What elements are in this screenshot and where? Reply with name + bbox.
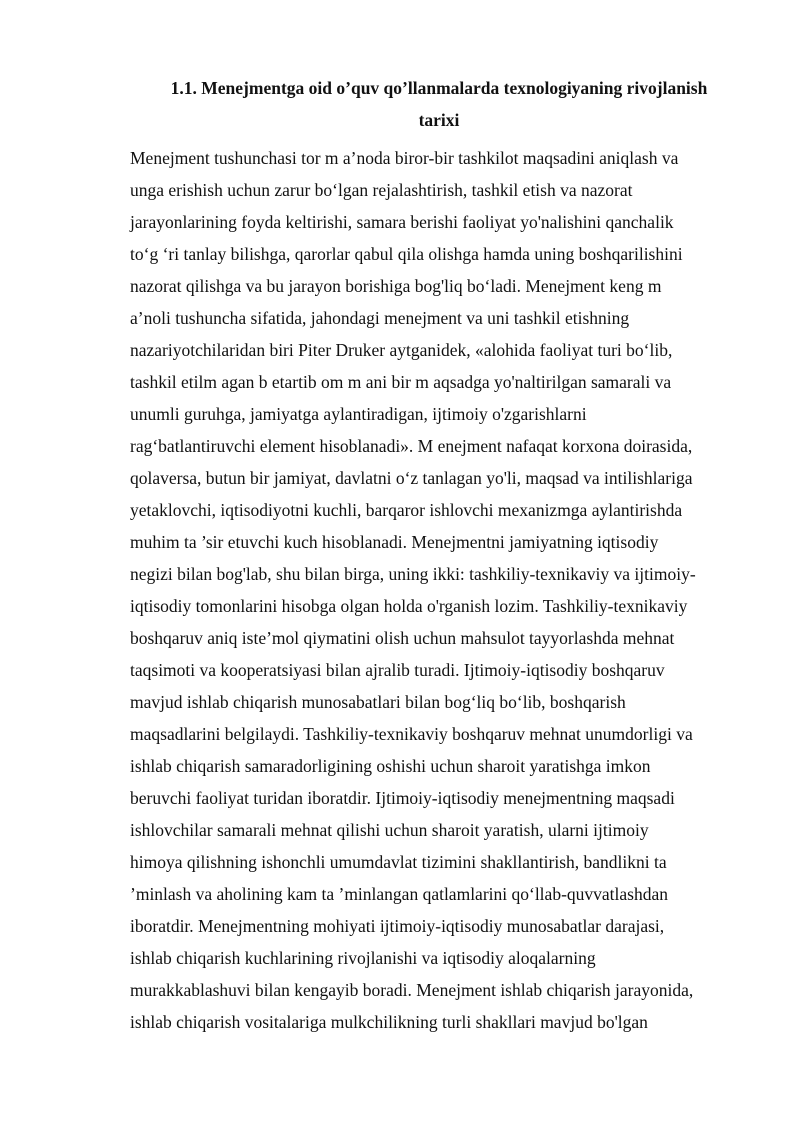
text-line: murakkablashuvi bilan kengayib boradi. Menejment ishlab chiqarish jarayonida, bbox=[130, 980, 694, 1000]
text-line: negizi bilan bog'lab, shu bilan birga, uning ikki: tashkiliy-texnikaviy va ijtimoiy- bbox=[130, 564, 696, 584]
text-line: qolaversa, butun bir jamiyat, davlatni oʻz tanlagan yo'li, maqsad va intilishlariga bbox=[130, 468, 693, 488]
text-line: maqsadlarini belgilaydi. Tashkiliy-texnikaviy boshqaruv mehnat unumdorligi va bbox=[130, 724, 693, 744]
text-line: ishlovchilar samarali mehnat qilishi uchun sharoit yaratish, ularni ijtimoiy bbox=[130, 820, 649, 840]
text-line: tashkil etilm agan b etartib om m ani bir m aqsadga yo'naltirilgan samarali va bbox=[130, 372, 672, 392]
text-line: beruvchi faoliyat turidan iboratdir. Ijtimoiy-iqtisodiy menejmentning maqsadi bbox=[130, 788, 675, 808]
text-line: unga erishish uchun zarur boʻlgan rejalashtirish, tashkil etish va nazorat bbox=[130, 180, 633, 200]
text-line: yetaklovchi, iqtisodiyotni kuchli, barqaror ishlovchi mexanizmga aylantirishda bbox=[130, 500, 683, 520]
text-line: jarayonlarining foyda keltirishi, samara berishi faoliyat yo'nalishini qanchalik bbox=[130, 212, 674, 232]
text-line: boshqaruv aniq iste’mol qiymatini olish uchun mahsulot tayyorlashda mehnat bbox=[130, 628, 675, 648]
text-line: nazorat qilishga va bu jarayon borishiga bog'liq boʻladi. Menejment keng m bbox=[130, 276, 662, 296]
section-heading-line: tarixi bbox=[418, 110, 460, 130]
text-line: toʻg ʻri tanlay bilishga, qarorlar qabul qila olishga hamda uning boshqarilishini bbox=[130, 244, 683, 264]
text-line: ’minlash va aholining kam ta ’minlangan qatlamlarini qoʻllab-quvvatlashdan bbox=[130, 884, 668, 904]
text-line: ishlab chiqarish samaradorligining oshishi uchun sharoit yaratishga imkon bbox=[130, 756, 651, 776]
text-line: taqsimoti va kooperatsiyasi bilan ajralib turadi. Ijtimoiy-iqtisodiy boshqaruv bbox=[130, 660, 665, 680]
text-line: mavjud ishlab chiqarish munosabatlari bilan bogʻliq boʻlib, boshqarish bbox=[130, 692, 626, 712]
text-line: iqtisodiy tomonlarini hisobga olgan holda o'rganish lozim. Tashkiliy-texnikaviy bbox=[130, 596, 688, 616]
text-line: unumli guruhga, jamiyatga aylantiradigan, ijtimoiy o'zgarishlarni bbox=[130, 404, 587, 424]
body-paragraph bbox=[130, 142, 742, 1038]
text-line: iboratdir. Menejmentning mohiyati ijtimoiy-iqtisodiy munosabatlar darajasi, bbox=[130, 916, 665, 936]
text-line: himoya qilishning ishonchli umumdavlat tizimini shakllantirish, bandlikni ta bbox=[130, 852, 667, 872]
text-line: ishlab chiqarish vositalariga mulkchilikning turli shakllari mavjud bo'lgan bbox=[130, 1012, 648, 1032]
text-line: nazariyotchilaridan biri Piter Druker aytganidek, «alohida faoliyat turi boʻlib, bbox=[130, 340, 673, 360]
text-line: ragʻbatlantiruvchi element hisoblanadi». M enejment nafaqat korxona doirasida, bbox=[130, 436, 693, 456]
text-line: muhim ta ’sir etuvchi kuch hisoblanadi. Menejmentni jamiyatning iqtisodiy bbox=[130, 532, 659, 552]
text-line: ishlab chiqarish kuchlarining rivojlanishi va iqtisodiy aloqalarning bbox=[130, 948, 596, 968]
section-heading-line: 1.1. Menejmentga oid o’quv qo’llanmalarda texnologiyaning rivojlanish bbox=[170, 78, 708, 98]
section-heading bbox=[120, 72, 758, 136]
text-line: a’noli tushuncha sifatida, jahondagi menejment va uni tashkil etishning bbox=[130, 308, 630, 328]
text-line: Menejment tushunchasi tor m a’noda biror-bir tashkilot maqsadini aniqlash va bbox=[130, 148, 679, 168]
